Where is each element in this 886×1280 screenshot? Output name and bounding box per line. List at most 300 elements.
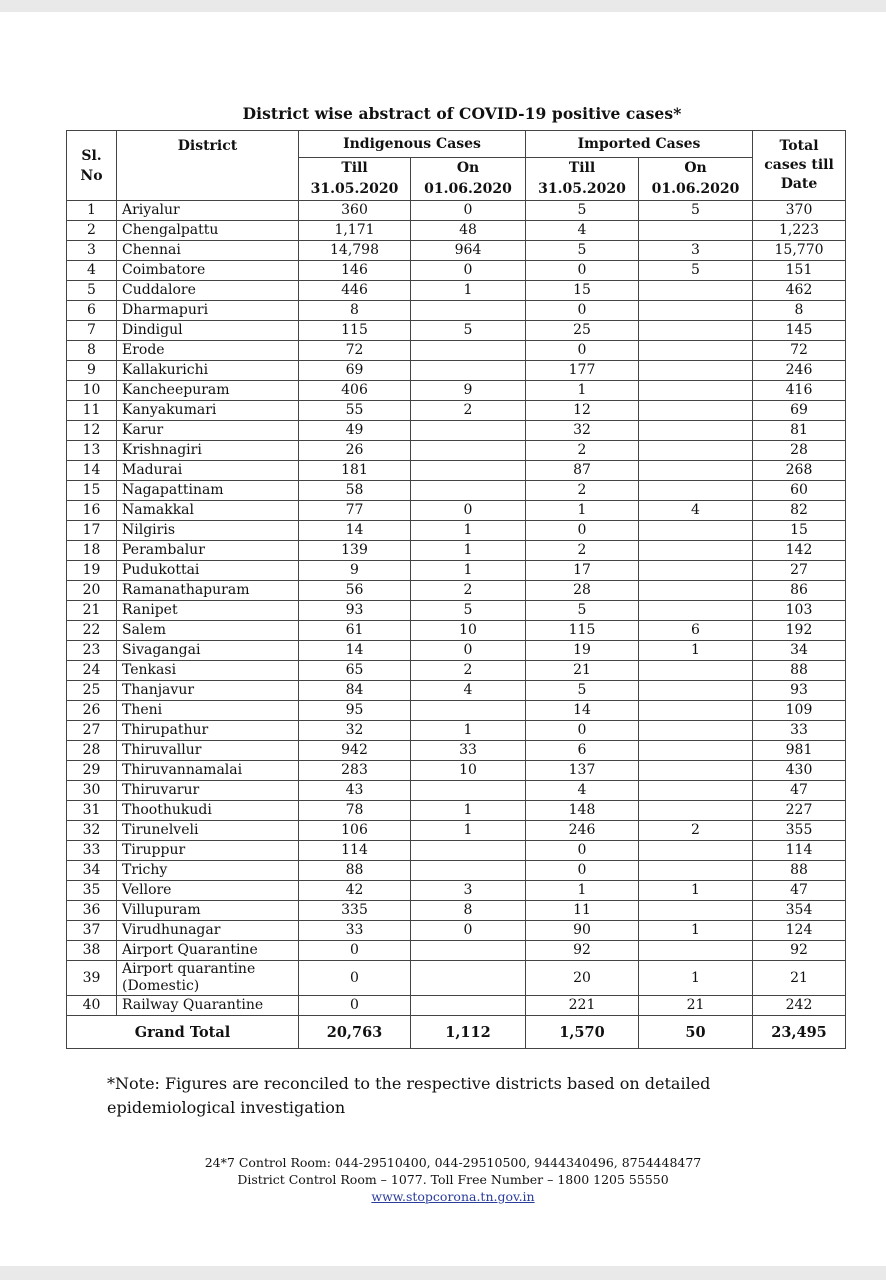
cell-ind-till: 9 xyxy=(299,561,411,581)
cell-imp-till: 20 xyxy=(526,961,639,996)
cell-ind-till: 14,798 xyxy=(299,241,411,261)
cell-ind-on xyxy=(411,841,526,861)
grand-total-imp-on: 50 xyxy=(639,1016,753,1049)
cell-sl: 18 xyxy=(67,541,117,561)
cell-sl: 14 xyxy=(67,461,117,481)
cell-ind-till: 77 xyxy=(299,501,411,521)
cell-ind-till: 49 xyxy=(299,421,411,441)
cell-ind-till: 78 xyxy=(299,801,411,821)
cell-imp-on: 3 xyxy=(639,241,753,261)
on-date: 01.06.2020 xyxy=(651,181,740,197)
grand-total-ind-till: 20,763 xyxy=(299,1016,411,1049)
cell-imp-on xyxy=(639,341,753,361)
cell-imp-till: 0 xyxy=(526,261,639,281)
cell-imp-on xyxy=(639,321,753,341)
cell-ind-on: 0 xyxy=(411,921,526,941)
cell-sl: 24 xyxy=(67,661,117,681)
cell-imp-till: 32 xyxy=(526,421,639,441)
cell-ind-on: 10 xyxy=(411,761,526,781)
cell-ind-on xyxy=(411,701,526,721)
cell-sl: 40 xyxy=(67,996,117,1016)
note-text: *Note: Figures are reconciled to the respective districts based on detailed epidemiological investigation xyxy=(107,1074,711,1117)
cell-ind-on: 5 xyxy=(411,601,526,621)
table-body xyxy=(67,201,846,1016)
cell-ind-on: 8 xyxy=(411,901,526,921)
cell-district: Krishnagiri xyxy=(117,441,299,461)
cell-sl: 15 xyxy=(67,481,117,501)
cell-district: Nagapattinam xyxy=(117,481,299,501)
cell-total: 242 xyxy=(753,996,846,1016)
cell-imp-till: 28 xyxy=(526,581,639,601)
cell-sl: 21 xyxy=(67,601,117,621)
cell-imp-till: 5 xyxy=(526,601,639,621)
table-row xyxy=(67,221,846,241)
cell-imp-till: 1 xyxy=(526,501,639,521)
cell-ind-on: 5 xyxy=(411,321,526,341)
header-indigenous: Indigenous Cases xyxy=(299,131,526,158)
cell-ind-on xyxy=(411,341,526,361)
table-row xyxy=(67,261,846,281)
table-row xyxy=(67,401,846,421)
website-link[interactable]: www.stopcorona.tn.gov.in xyxy=(371,1189,535,1204)
cell-sl: 28 xyxy=(67,741,117,761)
table-row xyxy=(67,861,846,881)
cell-sl: 32 xyxy=(67,821,117,841)
cell-ind-till: 14 xyxy=(299,641,411,661)
cell-imp-on xyxy=(639,941,753,961)
cell-total: 92 xyxy=(753,941,846,961)
cell-imp-till: 25 xyxy=(526,321,639,341)
table-row xyxy=(67,961,846,996)
cell-ind-on: 1 xyxy=(411,801,526,821)
cell-ind-till: 115 xyxy=(299,321,411,341)
cell-imp-on: 6 xyxy=(639,621,753,641)
cell-district: Airport Quarantine xyxy=(117,941,299,961)
document-title: District wise abstract of COVID-19 positive cases* xyxy=(242,104,682,123)
cell-imp-on: 21 xyxy=(639,996,753,1016)
grand-total-row xyxy=(67,1016,846,1049)
till-date: 31.05.2020 xyxy=(538,181,626,197)
cell-imp-till: 115 xyxy=(526,621,639,641)
cell-total: 246 xyxy=(753,361,846,381)
cell-ind-till: 360 xyxy=(299,201,411,221)
cell-imp-till: 0 xyxy=(526,301,639,321)
cell-total: 93 xyxy=(753,681,846,701)
cell-total: 33 xyxy=(753,721,846,741)
cell-imp-on: 1 xyxy=(639,881,753,901)
cell-imp-on: 1 xyxy=(639,641,753,661)
cell-imp-till: 246 xyxy=(526,821,639,841)
table-row xyxy=(67,721,846,741)
cell-imp-on: 5 xyxy=(639,201,753,221)
cell-imp-on xyxy=(639,401,753,421)
cell-total: 60 xyxy=(753,481,846,501)
cell-ind-till: 139 xyxy=(299,541,411,561)
cell-imp-on xyxy=(639,301,753,321)
cell-ind-till: 106 xyxy=(299,821,411,841)
cell-district: Namakkal xyxy=(117,501,299,521)
cell-sl: 29 xyxy=(67,761,117,781)
table-row xyxy=(67,361,846,381)
cell-imp-on xyxy=(639,361,753,381)
cell-ind-till: 55 xyxy=(299,401,411,421)
cell-total: 142 xyxy=(753,541,846,561)
table-row xyxy=(67,581,846,601)
cell-ind-till: 61 xyxy=(299,621,411,641)
header-imp-on xyxy=(639,158,753,201)
cell-total: 124 xyxy=(753,921,846,941)
cell-sl: 7 xyxy=(67,321,117,341)
table-row xyxy=(67,321,846,341)
cell-total: 86 xyxy=(753,581,846,601)
cell-sl: 34 xyxy=(67,861,117,881)
cell-imp-till: 2 xyxy=(526,481,639,501)
cell-total: 81 xyxy=(753,421,846,441)
table-row xyxy=(67,461,846,481)
cell-ind-on: 1 xyxy=(411,281,526,301)
cell-imp-on xyxy=(639,741,753,761)
cell-district: Thirupathur xyxy=(117,721,299,741)
cell-sl: 37 xyxy=(67,921,117,941)
cell-ind-till: 42 xyxy=(299,881,411,901)
cell-total: 72 xyxy=(753,341,846,361)
cell-ind-on xyxy=(411,996,526,1016)
cell-total: 1,223 xyxy=(753,221,846,241)
cell-imp-on: 1 xyxy=(639,961,753,996)
cell-district: Pudukottai xyxy=(117,561,299,581)
on-label: On xyxy=(456,160,480,176)
cell-sl: 1 xyxy=(67,201,117,221)
cell-imp-on: 4 xyxy=(639,501,753,521)
cell-imp-till: 15 xyxy=(526,281,639,301)
cell-district: Karur xyxy=(117,421,299,441)
cell-total: 145 xyxy=(753,321,846,341)
cell-district: Salem xyxy=(117,621,299,641)
cell-imp-on xyxy=(639,481,753,501)
cell-imp-till: 4 xyxy=(526,221,639,241)
table-row xyxy=(67,301,846,321)
cell-imp-till: 0 xyxy=(526,861,639,881)
cell-sl: 2 xyxy=(67,221,117,241)
cell-total: 114 xyxy=(753,841,846,861)
cell-sl: 20 xyxy=(67,581,117,601)
cell-total: 69 xyxy=(753,401,846,421)
cell-imp-on xyxy=(639,601,753,621)
table-row xyxy=(67,561,846,581)
cell-ind-on: 1 xyxy=(411,541,526,561)
cell-sl: 11 xyxy=(67,401,117,421)
cell-district: Chengalpattu xyxy=(117,221,299,241)
cell-imp-on xyxy=(639,381,753,401)
cell-ind-till: 88 xyxy=(299,861,411,881)
cell-total: 47 xyxy=(753,781,846,801)
cell-district: Villupuram xyxy=(117,901,299,921)
cell-ind-on xyxy=(411,421,526,441)
cell-total: 15 xyxy=(753,521,846,541)
table-row xyxy=(67,621,846,641)
cell-imp-on xyxy=(639,801,753,821)
cell-sl: 39 xyxy=(67,961,117,996)
cell-total: 109 xyxy=(753,701,846,721)
cell-sl: 3 xyxy=(67,241,117,261)
cell-ind-on: 2 xyxy=(411,401,526,421)
cell-ind-on xyxy=(411,941,526,961)
cell-district: Ariyalur xyxy=(117,201,299,221)
cell-imp-on xyxy=(639,901,753,921)
cell-imp-on xyxy=(639,861,753,881)
header-ind-on xyxy=(411,158,526,201)
table-row xyxy=(67,881,846,901)
cell-district: Kancheepuram xyxy=(117,381,299,401)
cell-imp-on xyxy=(639,841,753,861)
cell-imp-till: 2 xyxy=(526,541,639,561)
cell-ind-on xyxy=(411,481,526,501)
table-row xyxy=(67,441,846,461)
cell-imp-on xyxy=(639,421,753,441)
district-control-line: District Control Room – 1077. Toll Free Number – 1800 1205 55550 xyxy=(237,1172,669,1187)
grand-total-label: Grand Total xyxy=(67,1016,299,1049)
cell-imp-on xyxy=(639,761,753,781)
cell-imp-till: 1 xyxy=(526,881,639,901)
cell-sl: 5 xyxy=(67,281,117,301)
cell-sl: 10 xyxy=(67,381,117,401)
cell-imp-till: 17 xyxy=(526,561,639,581)
cell-sl: 6 xyxy=(67,301,117,321)
table-row xyxy=(67,821,846,841)
cell-ind-till: 146 xyxy=(299,261,411,281)
cell-ind-on xyxy=(411,961,526,996)
table-row xyxy=(67,501,846,521)
cases-table xyxy=(66,130,846,1049)
cell-imp-till: 5 xyxy=(526,201,639,221)
till-label: Till xyxy=(568,160,596,176)
cell-total: 462 xyxy=(753,281,846,301)
table-row xyxy=(67,241,846,261)
table-row xyxy=(67,921,846,941)
cell-sl: 23 xyxy=(67,641,117,661)
cell-ind-on xyxy=(411,361,526,381)
cell-ind-till: 95 xyxy=(299,701,411,721)
cell-imp-till: 92 xyxy=(526,941,639,961)
cell-sl: 35 xyxy=(67,881,117,901)
cell-imp-till: 11 xyxy=(526,901,639,921)
table-row xyxy=(67,941,846,961)
cell-imp-till: 87 xyxy=(526,461,639,481)
cell-imp-till: 148 xyxy=(526,801,639,821)
cell-total: 8 xyxy=(753,301,846,321)
cell-district: Thiruvannamalai xyxy=(117,761,299,781)
header-district: District xyxy=(117,131,299,201)
cell-total: 192 xyxy=(753,621,846,641)
cell-ind-on: 2 xyxy=(411,581,526,601)
cell-imp-till: 12 xyxy=(526,401,639,421)
header-imp-till xyxy=(526,158,639,201)
cell-ind-on: 33 xyxy=(411,741,526,761)
cell-ind-till: 56 xyxy=(299,581,411,601)
control-room-line: 24*7 Control Room: 044-29510400, 044-29510500, 9444340496, 8754448477 xyxy=(204,1155,702,1170)
cell-district: Thoothukudi xyxy=(117,801,299,821)
cell-district: Trichy xyxy=(117,861,299,881)
grand-total-total: 23,495 xyxy=(753,1016,846,1049)
cell-district: Perambalur xyxy=(117,541,299,561)
table-row xyxy=(67,281,846,301)
cell-ind-till: 43 xyxy=(299,781,411,801)
cell-total: 981 xyxy=(753,741,846,761)
cell-ind-on: 0 xyxy=(411,201,526,221)
cell-ind-till: 181 xyxy=(299,461,411,481)
cell-total: 28 xyxy=(753,441,846,461)
cell-imp-till: 0 xyxy=(526,521,639,541)
cell-ind-on: 1 xyxy=(411,721,526,741)
cell-ind-on xyxy=(411,461,526,481)
header-ind-till xyxy=(299,158,411,201)
cell-total: 27 xyxy=(753,561,846,581)
cell-sl: 19 xyxy=(67,561,117,581)
cell-sl: 13 xyxy=(67,441,117,461)
cell-ind-on: 9 xyxy=(411,381,526,401)
cell-imp-till: 137 xyxy=(526,761,639,781)
cell-total: 88 xyxy=(753,661,846,681)
cell-ind-till: 942 xyxy=(299,741,411,761)
cell-district: Dindigul xyxy=(117,321,299,341)
cell-sl: 25 xyxy=(67,681,117,701)
table-row xyxy=(67,701,846,721)
cell-ind-on xyxy=(411,301,526,321)
cell-sl: 12 xyxy=(67,421,117,441)
cell-sl: 38 xyxy=(67,941,117,961)
cell-district: Ranipet xyxy=(117,601,299,621)
cell-district: Tiruppur xyxy=(117,841,299,861)
cell-imp-on xyxy=(639,281,753,301)
table-row xyxy=(67,481,846,501)
cell-imp-on xyxy=(639,581,753,601)
table-row xyxy=(67,521,846,541)
cell-district: Dharmapuri xyxy=(117,301,299,321)
cell-imp-till: 221 xyxy=(526,996,639,1016)
cell-ind-till: 58 xyxy=(299,481,411,501)
cell-district: Madurai xyxy=(117,461,299,481)
cell-ind-till: 0 xyxy=(299,996,411,1016)
cell-total: 151 xyxy=(753,261,846,281)
cell-total: 47 xyxy=(753,881,846,901)
document-page xyxy=(0,12,886,1266)
cell-ind-on xyxy=(411,781,526,801)
cell-district: Sivagangai xyxy=(117,641,299,661)
footer xyxy=(0,1154,886,1205)
cell-ind-on: 3 xyxy=(411,881,526,901)
cell-sl: 33 xyxy=(67,841,117,861)
header-imported: Imported Cases xyxy=(526,131,753,158)
cell-imp-till: 5 xyxy=(526,681,639,701)
cell-district: Kallakurichi xyxy=(117,361,299,381)
cell-ind-till: 0 xyxy=(299,941,411,961)
cell-ind-till: 65 xyxy=(299,661,411,681)
table-row xyxy=(67,641,846,661)
cell-total: 416 xyxy=(753,381,846,401)
cell-ind-till: 406 xyxy=(299,381,411,401)
cell-ind-till: 93 xyxy=(299,601,411,621)
cell-imp-on xyxy=(639,441,753,461)
cell-ind-till: 26 xyxy=(299,441,411,461)
cell-imp-on xyxy=(639,561,753,581)
cell-imp-till: 14 xyxy=(526,701,639,721)
cell-district: Vellore xyxy=(117,881,299,901)
cell-ind-on xyxy=(411,441,526,461)
table-row xyxy=(67,761,846,781)
cell-district: Kanyakumari xyxy=(117,401,299,421)
cell-imp-on: 2 xyxy=(639,821,753,841)
cell-ind-on xyxy=(411,861,526,881)
cell-district: Virudhunagar xyxy=(117,921,299,941)
cell-sl: 17 xyxy=(67,521,117,541)
header-sl: Sl. No xyxy=(67,131,117,201)
cell-imp-on: 5 xyxy=(639,261,753,281)
grand-total-imp-till: 1,570 xyxy=(526,1016,639,1049)
cell-ind-on: 10 xyxy=(411,621,526,641)
cell-imp-till: 0 xyxy=(526,841,639,861)
cell-total: 82 xyxy=(753,501,846,521)
cell-imp-till: 5 xyxy=(526,241,639,261)
cell-ind-till: 8 xyxy=(299,301,411,321)
header-total: Total cases till Date xyxy=(753,131,846,201)
table-row xyxy=(67,801,846,821)
on-date: 01.06.2020 xyxy=(424,181,512,197)
cell-imp-on xyxy=(639,461,753,481)
cell-ind-till: 32 xyxy=(299,721,411,741)
cell-ind-till: 84 xyxy=(299,681,411,701)
table-row xyxy=(67,601,846,621)
cell-ind-till: 0 xyxy=(299,961,411,996)
cell-ind-on: 0 xyxy=(411,501,526,521)
cell-ind-on: 4 xyxy=(411,681,526,701)
cell-imp-on: 1 xyxy=(639,921,753,941)
cell-district: Airport quarantine (Domestic) xyxy=(117,961,299,996)
cell-district: Cuddalore xyxy=(117,281,299,301)
cell-imp-on xyxy=(639,521,753,541)
cell-imp-till: 2 xyxy=(526,441,639,461)
cell-imp-till: 21 xyxy=(526,661,639,681)
cell-ind-till: 69 xyxy=(299,361,411,381)
cell-sl: 4 xyxy=(67,261,117,281)
cell-ind-till: 72 xyxy=(299,341,411,361)
cell-ind-on: 2 xyxy=(411,661,526,681)
cell-ind-till: 283 xyxy=(299,761,411,781)
cell-imp-till: 177 xyxy=(526,361,639,381)
cell-ind-on: 1 xyxy=(411,821,526,841)
cell-sl: 27 xyxy=(67,721,117,741)
cell-district: Ramanathapuram xyxy=(117,581,299,601)
cell-imp-on xyxy=(639,661,753,681)
cell-ind-till: 446 xyxy=(299,281,411,301)
cell-total: 354 xyxy=(753,901,846,921)
grand-total-ind-on: 1,112 xyxy=(411,1016,526,1049)
cell-total: 21 xyxy=(753,961,846,996)
cell-ind-on: 0 xyxy=(411,261,526,281)
table-row xyxy=(67,421,846,441)
cell-sl: 8 xyxy=(67,341,117,361)
cell-total: 34 xyxy=(753,641,846,661)
cell-imp-on xyxy=(639,681,753,701)
table-row xyxy=(67,681,846,701)
cell-imp-till: 19 xyxy=(526,641,639,661)
cell-imp-on xyxy=(639,721,753,741)
table-row xyxy=(67,741,846,761)
cell-district: Tenkasi xyxy=(117,661,299,681)
cell-imp-on xyxy=(639,541,753,561)
cell-sl: 16 xyxy=(67,501,117,521)
cell-sl: 9 xyxy=(67,361,117,381)
header-row-1 xyxy=(67,131,846,158)
